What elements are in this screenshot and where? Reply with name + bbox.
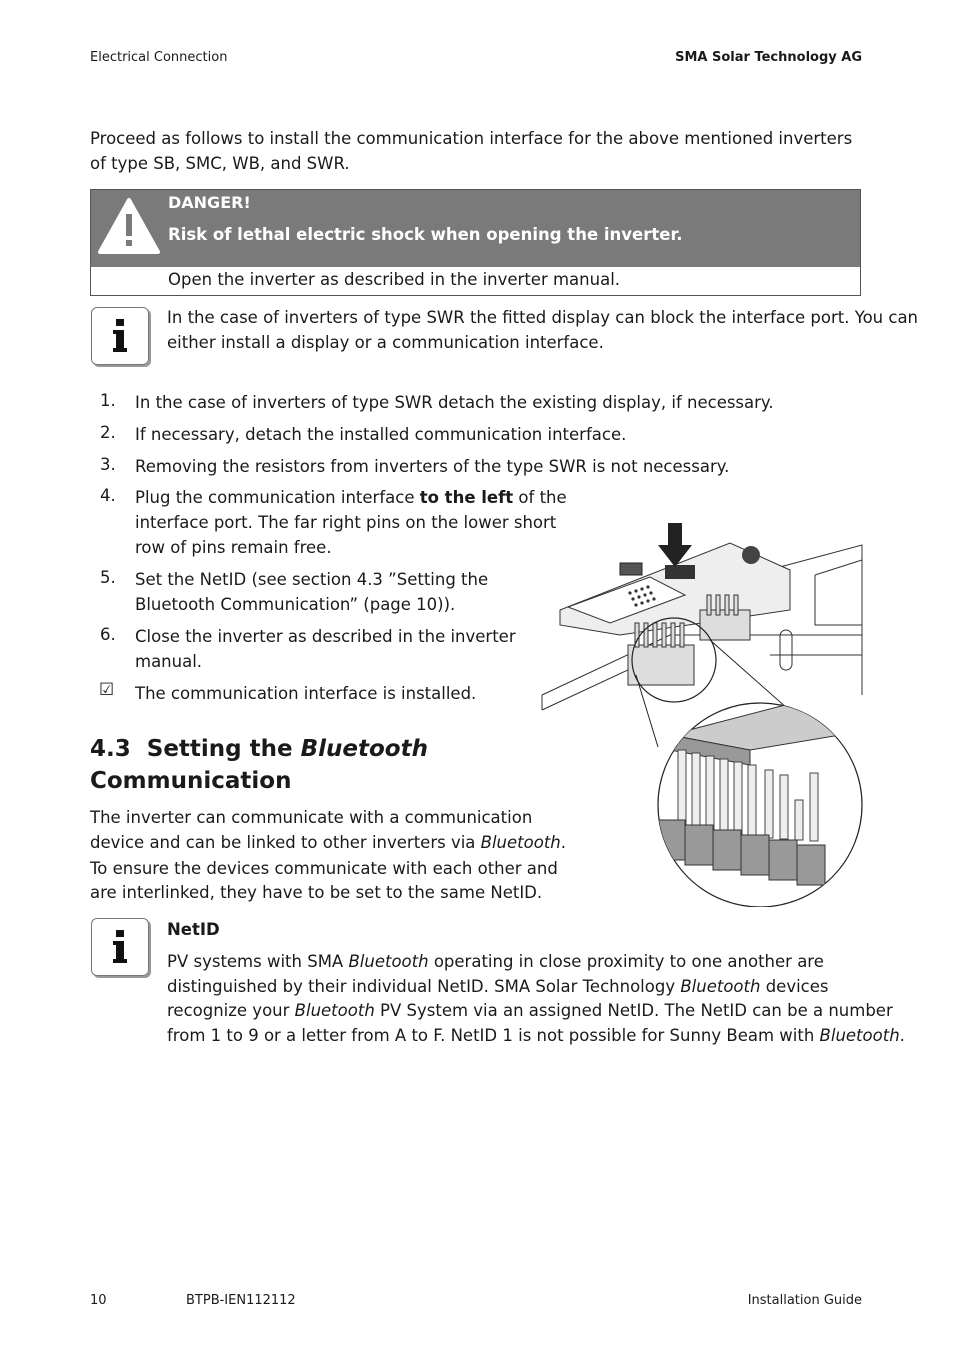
step-number: 6. <box>100 625 116 644</box>
note2-title: NetID <box>167 920 220 939</box>
step-text: If necessary, detach the installed communication interface. <box>135 425 627 444</box>
danger-body: Open the inverter as described in the inverter manual. <box>168 270 621 289</box>
step-text: Bluetooth Communication” (page 10)). <box>135 595 456 614</box>
step-text: interface port. The far right pins on the lower short <box>135 513 557 532</box>
footer-page-number: 10 <box>90 1293 107 1308</box>
danger-subtitle: Risk of lethal electric shock when opening the inverter. <box>168 225 683 244</box>
step-number: 5. <box>100 568 116 587</box>
step-number: 3. <box>100 455 116 474</box>
note2-line: distinguished by their individual NetID. SMA Solar Technology Bluetooth devices <box>167 977 829 996</box>
danger-title: DANGER! <box>168 193 251 212</box>
step-text: row of pins remain free. <box>135 538 332 557</box>
info-icon <box>91 307 149 365</box>
note1-line2: either install a display or a communication interface. <box>167 333 604 352</box>
inverter-interface-illustration <box>540 515 865 907</box>
note2-line: from 1 to 9 or a letter from A to F. NetID 1 is not possible for Sunny Beam with Bluetooth. <box>167 1026 905 1045</box>
step-number: 2. <box>100 423 116 442</box>
section-heading-line2: Communication <box>90 768 292 794</box>
warning-triangle-icon <box>97 196 161 256</box>
intro-paragraph: Proceed as follows to install the communication interface for the above mentioned inverters of type SB, SMC, WB, and SWR. <box>90 129 853 173</box>
section-body-line: The inverter can communicate with a communication <box>90 808 533 827</box>
info-glyph-icon <box>110 319 130 353</box>
section-body-line: device and can be linked to other inverters via Bluetooth. <box>90 833 567 852</box>
step-text: manual. <box>135 652 203 671</box>
header-company: SMA Solar Technology AG <box>675 50 862 65</box>
step-text: Plug the communication interface to the left of the <box>135 488 567 507</box>
step-text: Close the inverter as described in the inverter <box>135 627 516 646</box>
section-heading: 4.3 Setting the Bluetooth <box>90 736 428 762</box>
step-text: In the case of inverters of type SWR detach the existing display, if necessary. <box>135 393 774 412</box>
step-number: 1. <box>100 391 116 410</box>
note1-line1: In the case of inverters of type SWR the fitted display can block the interface port. You can <box>167 308 919 327</box>
step-text: Removing the resistors from inverters of the type SWR is not necessary. <box>135 457 730 476</box>
danger-box <box>90 189 861 296</box>
step-text: Set the NetID (see section 4.3 ”Setting the <box>135 570 489 589</box>
section-body-line: are interlinked, they have to be set to the same NetID. <box>90 883 543 902</box>
step-number: 4. <box>100 486 116 505</box>
info-icon <box>91 918 149 976</box>
note2-line: recognize your Bluetooth PV System via an assigned NetID. The NetID can be a number <box>167 1001 893 1020</box>
result-text: The communication interface is installed. <box>135 684 477 703</box>
section-body-line: To ensure the devices communicate with each other and <box>90 859 558 878</box>
danger-header <box>91 190 860 267</box>
footer-doc-title: Installation Guide <box>747 1293 862 1308</box>
checkbox-icon: ☑ <box>99 680 115 700</box>
info-glyph-icon <box>110 930 130 964</box>
note2-line: PV systems with SMA Bluetooth operating in close proximity to one another are <box>167 952 824 971</box>
footer-doc-id: BTPB-IEN112112 <box>186 1293 296 1308</box>
header-section-title: Electrical Connection <box>90 50 228 65</box>
